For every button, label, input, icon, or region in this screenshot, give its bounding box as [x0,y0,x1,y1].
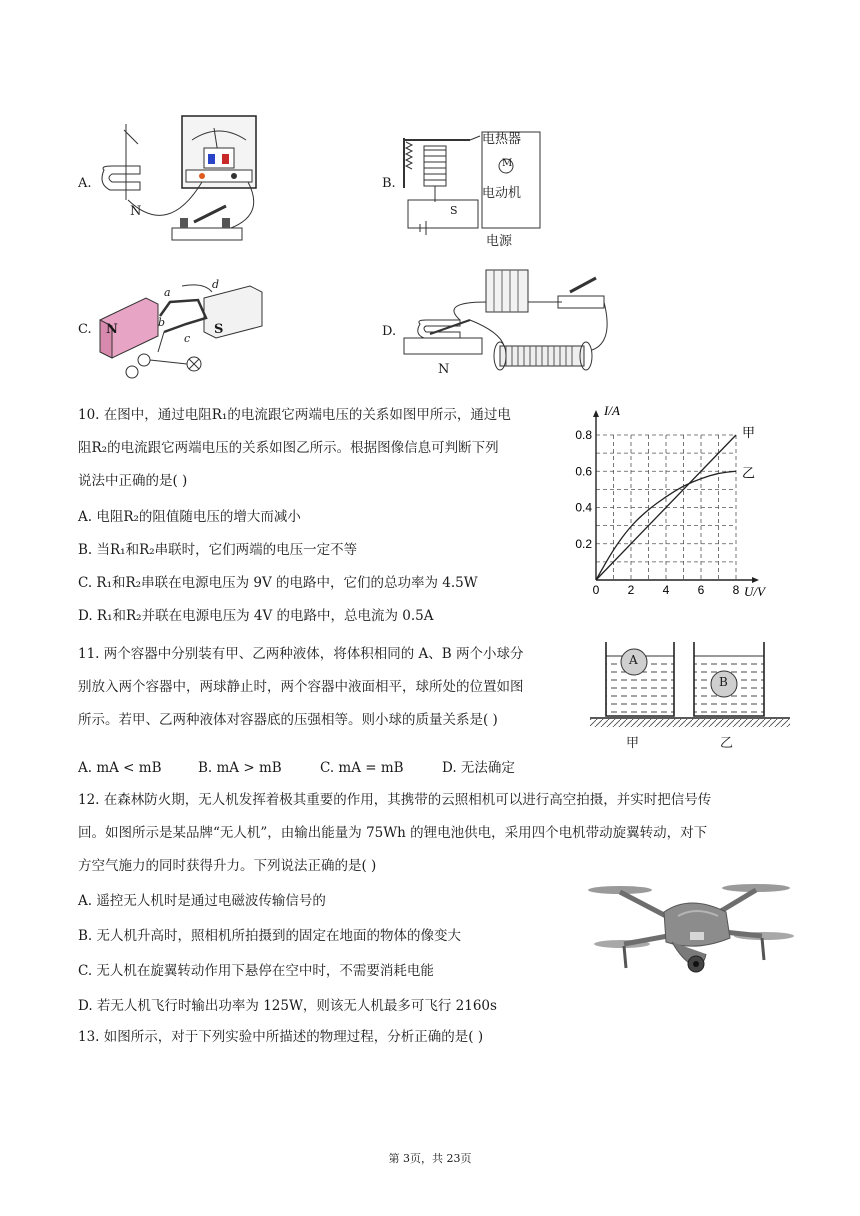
option-a-magnet-pole: N [130,204,142,219]
q12-stem-line1: 12. 在森林防火期，无人机发挥着极其重要的作用，其携带的云照相机可以进行高空拍摄，并实时把信号传 [78,792,712,808]
q11-stem-line2: 别放入两个容器中，两球静止时，两个容器中液面相平，球所处的位置如图 [78,679,524,695]
y-axis-label: I/A [604,403,620,418]
option-c-wire-c: c [184,332,191,345]
q10-option-b: B. 当R₁和R₂串联时，它们两端的电压一定不等 [78,542,358,558]
q12-option-a: A. 遥控无人机时是通过电磁波传输信号的 [78,893,326,909]
q10-stem-line3: 说法中正确的是( ) [78,473,188,489]
option-d-label: D. [382,324,397,339]
option-b-switch: S [450,204,458,217]
y-axis-arrow [593,410,599,417]
q12-option-d: D. 若无人机飞行时输出功率为 125W，则该无人机最多可飞行 2160s [78,998,497,1014]
option-c-s-pole: S [214,322,224,337]
q11-option-c: C. mA = mB [320,760,404,776]
q10-stem-line1: 10. 在图中，通过电阻R₁的电流跟它两端电压的关系如图甲所示，通过电 [78,407,511,423]
ball-a-label: A [629,653,638,667]
q10-stem-line2: 阻R₂的电流跟它两端电压的关系如图乙所示。根据图像信息可判断下列 [78,440,499,456]
q10-option-a: A. 电阻R₂的阻值随电压的增大而减小 [78,509,301,525]
option-c-n-pole: N [106,322,118,337]
option-a-label: A. [78,176,92,191]
option-c-wire-a: a [164,286,171,299]
q11-option-a: A. mA < mB [78,760,162,776]
electromagnetic-relay-diagram [400,118,550,253]
option-c-wire-d: d [212,278,220,291]
option-c-figure [78,278,278,382]
x-axis-label: U/V [744,584,765,599]
x-axis-arrow [752,577,759,583]
drone-image [586,876,796,996]
option-b-motor-symbol: M [502,158,513,169]
option-b-motor: 电动机 [482,186,522,201]
q11-option-b: B. mA > mB [198,760,282,776]
q12-option-b: B. 无人机升高时，照相机所拍摄到的固定在地面的物体的像变大 [78,928,462,944]
option-c-label: C. [78,322,92,337]
q13-stem-line1: 13. 如图所示，对于下列实验中所描述的物理过程，分析正确的是( ) [78,1029,484,1045]
option-b-power: 电源 [486,234,513,249]
ball-b-label: B [719,675,728,689]
container-jia-label: 甲 [626,736,640,751]
q10-option-d: D. R₁和R₂并联在电源电压为 4V 的电路中，总电流为 0.5A [78,608,434,624]
option-b-figure [382,118,552,253]
y-tick-label: 0.8 [575,428,592,442]
y-tick-label: 0.2 [575,536,592,551]
q11-option-d: D. 无法确定 [442,760,515,776]
option-d-figure [382,262,612,386]
q11-stem-line3: 所示。若甲、乙两种液体对容器底的压强相等。则小球的质量关系是( ) [78,712,498,728]
q12-stem-line3: 方空气施力的同时获得升力。下列说法正确的是( ) [78,858,377,874]
x-tick-label: 4 [662,583,670,597]
q12-option-c: C. 无人机在旋翼转动作用下悬停在空中时，不需要消耗电能 [78,963,434,979]
coil-in-magnetic-field-diagram [94,278,278,382]
page-footer: 第 3页，共 23页 [388,1152,472,1165]
iu-chart [560,400,790,610]
containers-figure [590,636,790,756]
liquid-containers-diagram [590,636,790,756]
option-b-label: B. [382,176,396,191]
option-c-wire-b: b [158,316,166,329]
q10-option-c: C. R₁和R₂串联在电源电压为 9V 的电路中，它们的总功率为 4.5W [78,575,478,591]
series-label-1: 甲 [742,426,756,441]
option-d-magnet-pole: N [438,362,450,377]
motor-experiment-diagram [400,262,612,386]
option-b-heater: 电热器 [482,132,522,147]
option-a-figure [78,110,278,255]
q11-stem-line1: 11. 两个容器中分别装有甲、乙两种液体，将体积相同的 A、B 两个小球分 [78,646,524,662]
y-tick-label: 0.6 [575,464,592,479]
series-label-2: 乙 [742,466,756,482]
x-tick-label: 6 [697,583,705,597]
x-tick-label: 2 [627,583,635,597]
q12-stem-line2: 回。如图所示是某品牌“无人机”，由输出能量为 75Wh 的锂电池供电，采用四个电机带动旋翼转动，对下 [78,825,708,841]
x-tick-label: 8 [732,583,740,597]
galvanometer-experiment-diagram [98,110,278,255]
container-yi-label: 乙 [720,736,734,751]
x-tick-label: 0 [592,583,600,597]
y-tick-label: 0.4 [575,500,592,515]
